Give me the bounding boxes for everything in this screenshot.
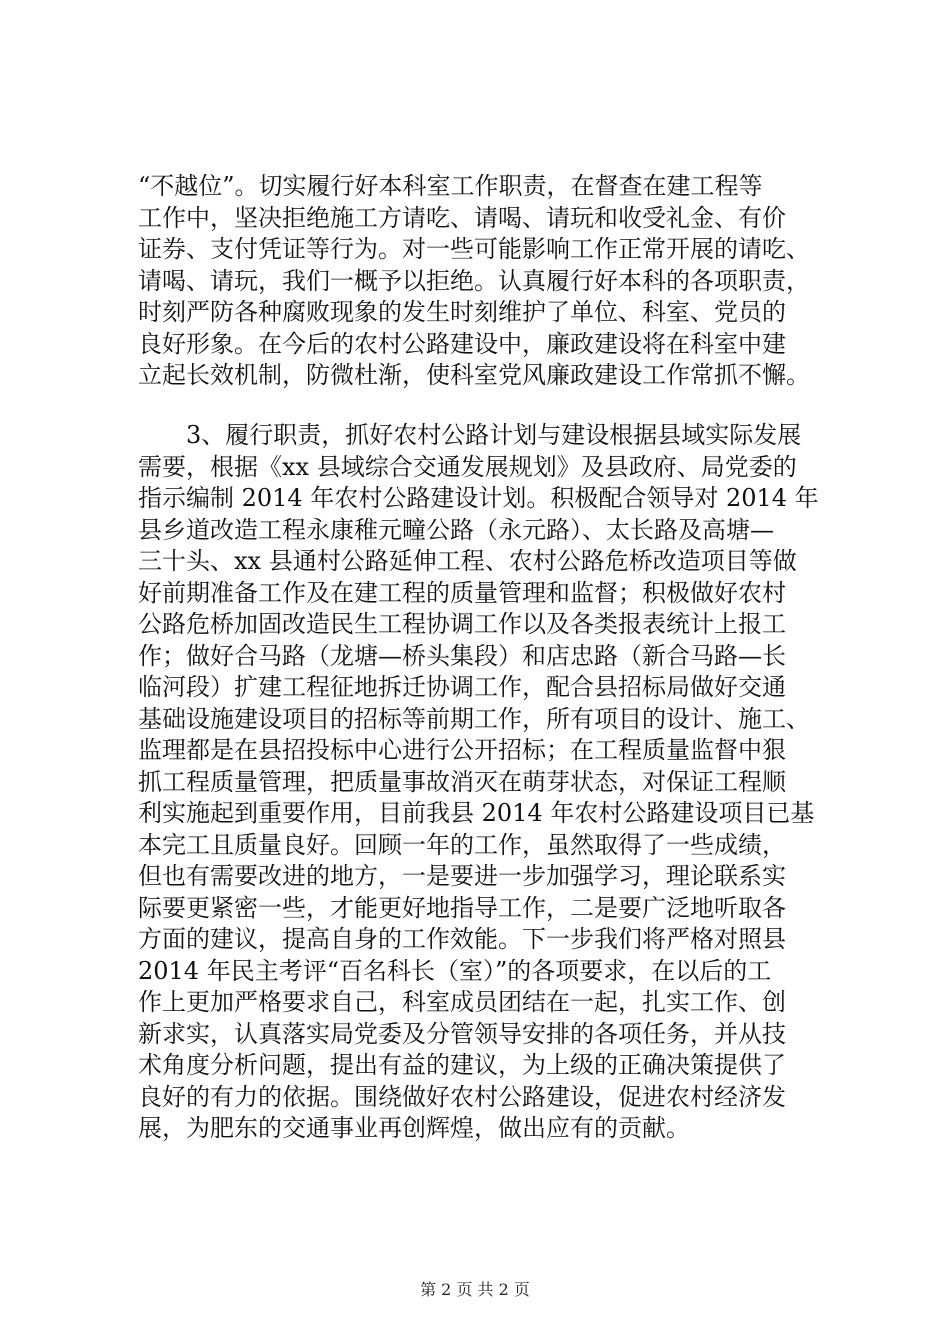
body-paragraph: 3、履行职责，抓好农村公路计划与建设根据县域实际发展 需要，根据《xx 县域综合交通发展规划》及县政府、局党委的 指示编制 2014 年农村公路建设计划。积极配合领导对 2014 年 县乡道改造工程永康稚元疃公路（永元路）、太长路及高塘— 三十头、xx 县通村公路延伸工程、农村公路危桥改造项目等做 好前期准备工作及在建工程的质量管理和监督；积极做好农村 公路危桥加固改造民生工程协调工作以及各类报表统计上报工 作；做好合马路（龙塘—桥头集段）和店忠路（新合马路—长 临河段）扩建工程征地拆迁协调工作，配合县招标局做好交通 基础设施建设项目的招标等前期工作，所有项目的设计、施工、 监理都是在县招投标中心进行公开招标；在工程质量监督中狠 抓工程质量管理，把质量事故消灭在萌芽状态，对保证工程顺 利实施起到重要作用，目前我县 2014 年农村公路建设项目已基 本完工且质量良好。回顾一年的工作，虽然取得了一些成绩， 但也有需要改进的地方，一是要进一步加强学习，理论联系实 际要更紧密一些，才能更好地指导工作，二是要广泛地听取各 方面的建议，提高自身的工作效能。下一步我们将严格对照县 2014 年民主考评“百名科长（室）”的各项要求，在以后的工 作上更加严格要求自己，科室成员团结在一起，扎实工作、创 新求实，认真落实局党委及分管领导安排的各项任务，并从技 术角度分析问题，提出有益的建议，为上级的正确决策提供了 良好的有力的依据。围绕做好农村公路建设，促进农村经济发 展，为肥东的交通事业再创辉煌，做出应有的贡献。 xyxy=(138,421,819,1142)
body-paragraph: “不越位”。切实履行好本科室工作职责，在督查在建工程等 工作中，坚决拒绝施工方请吃、请喝、请玩和收受礼金、有价 证券、支付凭证等行为。对一些可能影响工作正常开展的请吃、 请喝、请玩，我们一概予以拒绝。认真履行好本科的各项职责， 时刻严防各种腐败现象的发生时刻维护了单位、科室、党员的 良好形象。在今后的农村公路建设中，廉政建设将在科室中建 立起长效机制，防微杜渐，使科室党风廉政建设工作常抓不懈。 xyxy=(138,172,810,389)
page-footer: 第 2 页 共 2 页 xyxy=(420,1280,530,1299)
